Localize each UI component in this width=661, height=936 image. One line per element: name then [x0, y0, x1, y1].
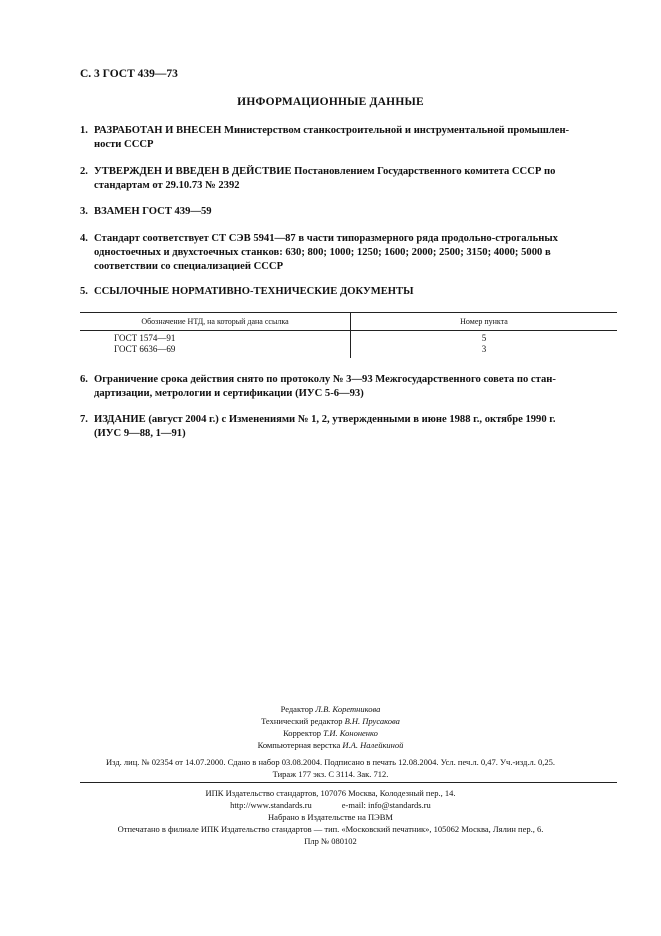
- item-text: ности СССР: [94, 139, 154, 150]
- credit-line: [0, 703, 661, 715]
- item-lead: УТВЕРЖДЕН И ВВЕДЕН В ДЕЙСТВИЕ: [94, 166, 292, 177]
- ref-point: 3: [481, 344, 487, 354]
- info-item-3: [80, 205, 620, 219]
- column-header-point: Номер пункта: [351, 313, 618, 331]
- item-text: (август 2004 г.) с Изменениями № 1, 2, утвержденными в июне 1988 г., октябре 1990 г.: [148, 414, 556, 425]
- item-text: соответствии со специализацией СССР: [94, 261, 284, 272]
- credit-role: Компьютерная верстка: [257, 740, 341, 750]
- ref-document: ГОСТ 6636—69: [80, 344, 351, 358]
- reference-table: [80, 312, 617, 358]
- info-item-6: [80, 373, 620, 401]
- page-header: С. 3 ГОСТ 439—73: [80, 68, 178, 80]
- table-header-row: [80, 313, 617, 331]
- column-header-document: Обозначение НТД, на который дана ссылка: [80, 313, 351, 331]
- item-text: стандартам от 29.10.73 № 2392: [94, 180, 240, 191]
- item-lead: ССЫЛОЧНЫЕ НОРМАТИВНО-ТЕХНИЧЕСКИЕ ДОКУМЕНТЫ: [94, 286, 414, 297]
- printer-line: Плр № 080102: [304, 836, 357, 846]
- item-number: 2.: [80, 166, 88, 177]
- printer-line: Набрано в Издательстве на ПЭВМ: [268, 812, 393, 822]
- credit-role: Корректор: [283, 728, 321, 738]
- item-lead: РАЗРАБОТАН И ВНЕСЕН: [94, 125, 222, 136]
- email-link[interactable]: e-mail: info@standards.ru: [341, 800, 431, 810]
- table-row: [80, 331, 617, 345]
- printer-line: ИПК Издательство стандартов, 107076 Москва, Колодезный пер., 14.: [205, 788, 456, 798]
- credit-name: Т.И. Кононенко: [323, 728, 378, 738]
- pub-info-line: Изд. лиц. № 02354 от 14.07.2000. Сдано в набор 03.08.2004. Подписано в печать 12.08.2004. Усл. печ.л. 0,47. Уч.-изд.л. 0,25.: [106, 757, 555, 767]
- item-text: Ограничение срока действия снято по протоколу № 3—93 Межгосударственного совета по стан-: [94, 374, 556, 385]
- credit-role: Технический редактор: [261, 716, 343, 726]
- item-number: 7.: [80, 414, 88, 425]
- item-text: Постановлением Государственного комитета СССР по: [294, 166, 556, 177]
- info-item-4: [80, 232, 620, 274]
- ref-document: ГОСТ 1574—91: [80, 331, 351, 345]
- section-title: ИНФОРМАЦИОННЫЕ ДАННЫЕ: [237, 96, 424, 108]
- info-item-7: [80, 413, 620, 441]
- contact-line: [0, 799, 661, 811]
- item-number: 4.: [80, 233, 88, 244]
- credits-block: [0, 703, 661, 751]
- item-text: Министерством станкостроительной и инструментальной промышлен-: [223, 125, 570, 136]
- credit-name: И.А. Налейкиной: [342, 740, 404, 750]
- credit-role: Редактор: [280, 704, 314, 714]
- item-text: одностоечных и двухстоечных станков: 630; 800; 1000; 1250; 1600; 2000; 2500; 3150; 4000; 5000 в: [94, 247, 551, 258]
- item-number: 5.: [80, 286, 88, 297]
- item-lead: ВЗАМЕН ГОСТ 439—59: [94, 206, 212, 217]
- credit-name: Л.В. Коретникова: [315, 704, 381, 714]
- info-item-2: [80, 165, 620, 193]
- item-text: (ИУС 9—88, 1—91): [94, 428, 186, 439]
- printer-line: Отпечатано в филиале ИПК Издательство стандартов — тип. «Московский печатник», 105062 Москва, Лялин пер., 6.: [117, 824, 544, 834]
- pub-info-line: Тираж 177 экз. С 3114. Зак. 712.: [272, 768, 389, 779]
- printer-info: [0, 787, 661, 847]
- credit-line: [0, 715, 661, 727]
- item-number: 3.: [80, 206, 88, 217]
- ref-point: 5: [481, 333, 487, 343]
- info-item-5: [80, 285, 620, 299]
- item-number: 1.: [80, 125, 88, 136]
- divider-rule: [80, 782, 617, 783]
- credit-line: [0, 739, 661, 751]
- website-link[interactable]: http://www.standards.ru: [230, 800, 312, 810]
- publication-info: [0, 757, 661, 780]
- credit-name: В.Н. Прусакова: [344, 716, 400, 726]
- item-text: дартизации, метрологии и сертификации (ИУС 5-6—93): [94, 388, 364, 399]
- table-row: [80, 344, 617, 358]
- info-item-1: [80, 124, 620, 152]
- item-lead: ИЗДАНИЕ: [94, 414, 146, 425]
- credit-line: [0, 727, 661, 739]
- item-text: Стандарт соответствует СТ СЭВ 5941—87 в части типоразмерного ряда продольно-строгальных: [94, 233, 558, 244]
- item-number: 6.: [80, 374, 88, 385]
